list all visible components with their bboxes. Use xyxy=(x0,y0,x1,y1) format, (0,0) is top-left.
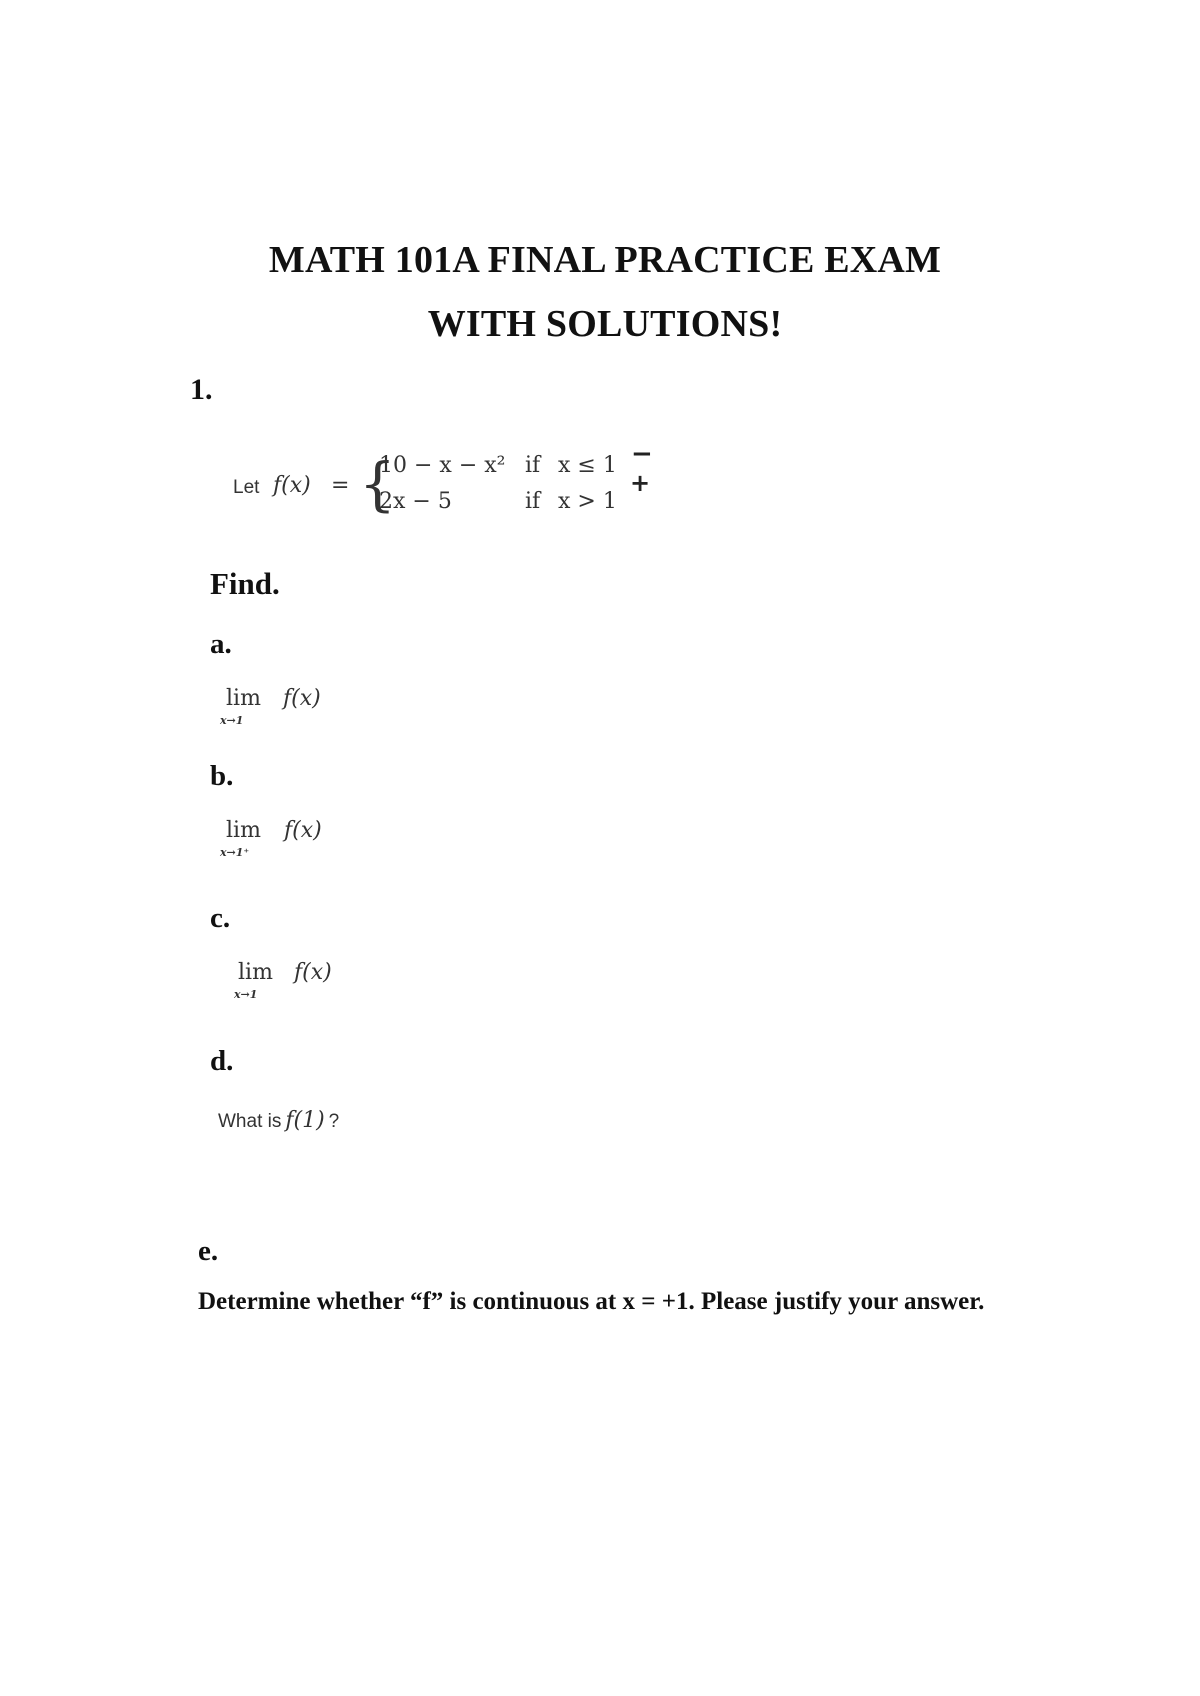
part-b-label: b. xyxy=(210,760,234,792)
part-a-label: a. xyxy=(210,628,232,660)
exam-title-line1: MATH 101A FINAL PRACTICE EXAM xyxy=(268,239,942,281)
function-name: f(x) xyxy=(273,473,311,498)
question-prefix: What is xyxy=(218,1111,282,1132)
part-a-limit xyxy=(218,686,358,736)
part-c-limit xyxy=(232,960,372,1010)
case2-condition: x > 1 xyxy=(558,489,617,514)
lim-subscript: x→1⁺ xyxy=(220,846,250,859)
lim-subscript: x→1 xyxy=(220,714,244,727)
question-number: 1. xyxy=(190,373,213,406)
equals-sign: = xyxy=(331,473,350,498)
case1-if: if xyxy=(525,453,541,478)
part-d-question xyxy=(218,1108,418,1142)
question-expression: f(1) xyxy=(285,1108,325,1133)
lim-operator: lim xyxy=(238,960,273,985)
case2-expression: 2x − 5 xyxy=(379,489,452,514)
case1-expression: 10 − x − x² xyxy=(379,453,506,478)
annotation-minus: − xyxy=(631,439,653,469)
limit-expression: f(x) xyxy=(283,686,321,711)
part-e-question: Determine whether “f” is continuous at x = +1. Please justify your answer. xyxy=(198,1288,985,1315)
part-d-label: d. xyxy=(210,1045,234,1077)
piecewise-definition xyxy=(233,439,693,533)
let-text: Let xyxy=(233,477,260,498)
find-heading: Find. xyxy=(210,566,280,601)
lim-operator: lim xyxy=(226,686,261,711)
part-b-limit xyxy=(218,818,358,868)
limit-expression: f(x) xyxy=(294,960,332,985)
lim-subscript: x→1 xyxy=(234,988,258,1001)
lim-operator: lim xyxy=(226,818,261,843)
part-c-label: c. xyxy=(210,902,231,934)
annotation-plus: + xyxy=(630,469,651,497)
limit-expression: f(x) xyxy=(284,818,322,843)
exam-title-line2: WITH SOLUTIONS! xyxy=(427,303,783,345)
left-brace-icon: { xyxy=(359,450,396,518)
part-e-label: e. xyxy=(198,1235,219,1267)
case1-condition: x ≤ 1 xyxy=(558,453,617,478)
question-suffix: ? xyxy=(328,1111,340,1132)
case2-if: if xyxy=(525,489,541,514)
